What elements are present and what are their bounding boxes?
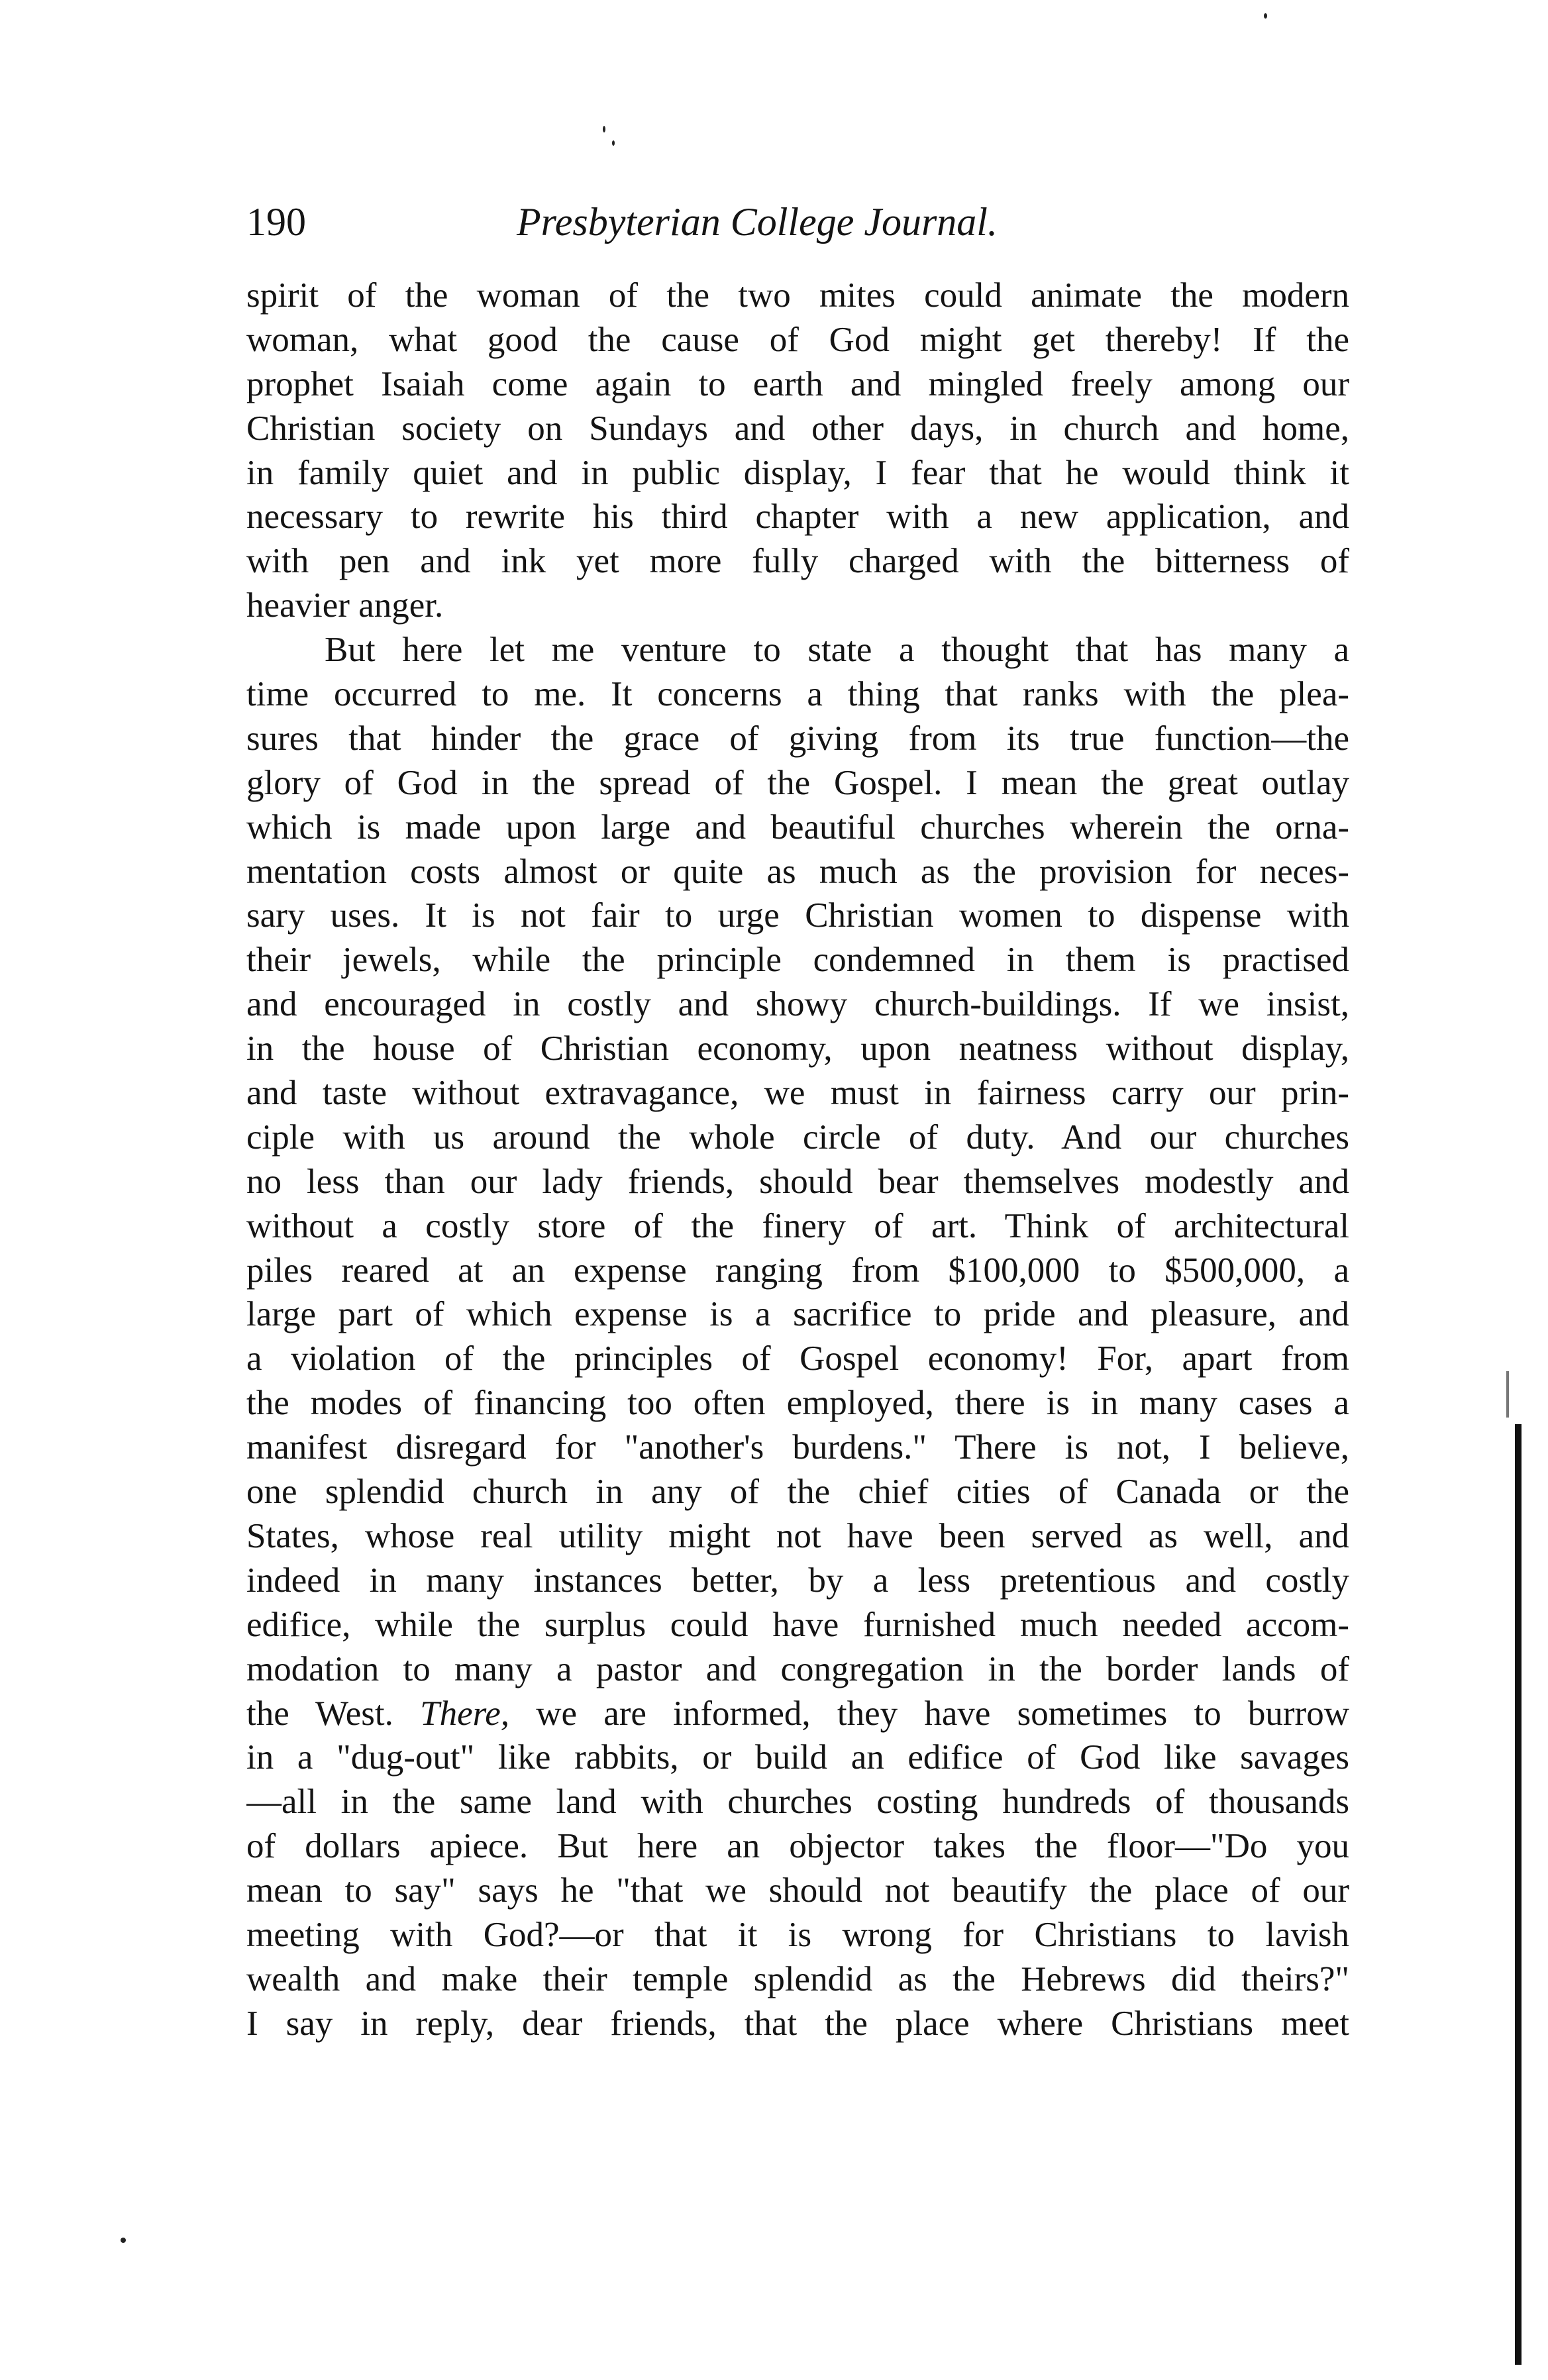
text-line: and taste without extravagance, we must in fairness carry our prin- <box>246 1074 1349 1113</box>
scan-speck <box>603 126 605 132</box>
text-line: edifice, while the surplus could have furnished much needed accom- <box>246 1605 1349 1644</box>
text-line: glory of God in the spread of the Gospel. I mean the great outlay <box>246 763 1349 802</box>
text-line: meeting with God?—or that it is wrong for Christians to lavish <box>246 1915 1349 1954</box>
text-line: a violation of the principles of Gospel economy! For, apart from <box>246 1339 1349 1378</box>
text-line: in the house of Christian economy, upon neatness without display, <box>246 1029 1349 1068</box>
text-run: we are informed, they have sometimes to burrow <box>509 1694 1349 1733</box>
text-line: I say in reply, dear friends, that the place where Christians meet <box>246 2004 1349 2043</box>
text-line: one splendid church in any of the chief cities of Canada or the <box>246 1473 1349 1512</box>
text-line: with pen and ink yet more fully charged with the bitterness of <box>246 542 1349 581</box>
text-line <box>246 1692 1349 1736</box>
text-line: and encouraged in costly and showy church-buildings. If we insist, <box>246 985 1349 1024</box>
text-line: without a costly store of the finery of art. Think of architectural <box>246 1206 1349 1245</box>
text-line: sures that hinder the grace of giving from its true function—the <box>246 719 1349 758</box>
text-line: indeed in many instances better, by a less pretentious and costly <box>246 1561 1349 1600</box>
text-line: modation to many a pastor and congregation in the border lands of <box>246 1649 1349 1688</box>
margin-scan-rule <box>1515 1424 1522 2365</box>
text-line: in family quiet and in public display, I fear that he would think it <box>246 453 1349 492</box>
text-line: spirit of the woman of the two mites could animate the modern <box>246 276 1349 315</box>
text-line: sary uses. It is not fair to urge Christian women to dispense with <box>246 896 1349 935</box>
text-line: no less than our lady friends, should bear themselves modestly and <box>246 1162 1349 1201</box>
text-line: mentation costs almost or quite as much as the provision for neces- <box>246 852 1349 891</box>
text-line: woman, what good the cause of God might get thereby! If the <box>246 320 1349 359</box>
text-line: ciple with us around the whole circle of duty. And our churches <box>246 1117 1349 1157</box>
text-line: which is made upon large and beautiful churches wherein the orna- <box>246 807 1349 847</box>
text-line: of dollars apiece. But here an objector takes the floor—"Do you <box>246 1827 1349 1866</box>
scan-speck <box>612 140 615 146</box>
text-line: piles reared at an expense ranging from $100,000 to $500,000, a <box>246 1251 1349 1290</box>
text-line: —all in the same land with churches costing hundreds of thousands <box>246 1783 1349 1822</box>
text-line: wealth and make their temple splendid as the Hebrews did theirs?" <box>246 1959 1349 1998</box>
body-text <box>246 274 1349 2046</box>
text-line: large part of which expense is a sacrifice to pride and pleasure, and <box>246 1295 1349 1334</box>
paragraph-start-line: But here let me venture to state a thought that has many a <box>325 631 1349 670</box>
text-line: their jewels, while the principle condemned in them is practised <box>246 941 1349 980</box>
text-line: mean to say" says he "that we should not beautify the place of our <box>246 1871 1349 1910</box>
running-title: Presbyterian College Journal. <box>517 200 998 244</box>
text-line: in a "dug-out" like rabbits, or build an edifice of God like savages <box>246 1738 1349 1777</box>
text-line: manifest disregard for "another's burdens." There is not, I believe, <box>246 1428 1349 1467</box>
text-line: prophet Isaiah come again to earth and mingled freely among our <box>246 364 1349 403</box>
text-line: heavier anger. <box>246 586 444 625</box>
margin-scan-tick <box>1506 1371 1509 1418</box>
page-number: 190 <box>246 200 306 244</box>
scan-speck <box>121 2238 126 2243</box>
scan-speck <box>1264 13 1267 19</box>
text-line: States, whose real utility might not have been served as well, and <box>246 1516 1349 1555</box>
text-run: the West. <box>246 1694 393 1733</box>
italic-text: There, <box>420 1694 510 1733</box>
text-line: time occurred to me. It concerns a thing that ranks with the plea- <box>246 675 1349 714</box>
text-line: Christian society on Sundays and other days, in church and home, <box>246 409 1349 448</box>
text-line: necessary to rewrite his third chapter with a new application, and <box>246 497 1349 537</box>
text-line: the modes of financing too often employed, there is in many cases a <box>246 1384 1349 1423</box>
